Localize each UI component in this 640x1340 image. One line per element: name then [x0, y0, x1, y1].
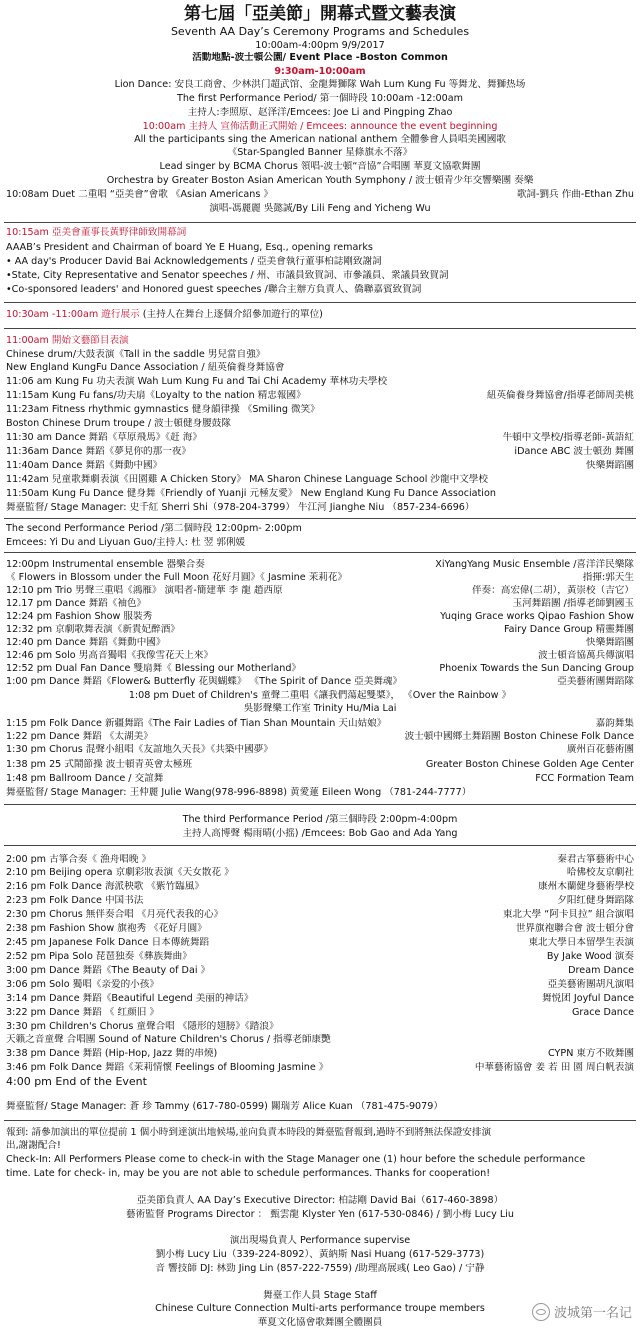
cosponsor-speeches: •Co-sponsored leaders' and Honored guest speeches /聯合主辦方負責人、僑聯嘉賓致賀詞	[6, 284, 422, 295]
item-title: 12:32 pm 京劇歌舞表演《新貴妃醉酒》	[6, 624, 180, 635]
item-performer: 廣州百花藝術團	[566, 744, 634, 755]
checkin-notice-zh-2: 出,謝謝配合!	[6, 1140, 61, 1151]
troupe-zh: 華夏文化協會歌舞團全體團員	[257, 1317, 383, 1328]
item-performer: 中華藝術協會 姜 若 田 園 周白帆表演	[474, 1062, 634, 1073]
divider	[4, 804, 636, 805]
schedule-item	[6, 759, 634, 770]
item-performer: 波士頓中國鄉土舞蹈團 Boston Chinese Folk Dance	[404, 731, 634, 742]
anthem-line: All the participants sing the American national anthem 全體參會人員唱美國國歌	[134, 134, 506, 145]
item-title: 1:15 pm Folk Dance 新疆舞蹈《The Fair Ladies of Tian Shan Mountain 天山姑娘》	[6, 718, 387, 729]
period2-hosts: Emcees: Yi Du and Liyuan Guo/主持人: 杜 翌 郭俐媛	[6, 537, 246, 548]
parade-line	[6, 309, 634, 320]
item-title: 1:30 pm Chorus 混聲小組唱《友誼地久天長》《共築中國夢》	[6, 744, 273, 755]
item-title: 3:46 pm Folk Dance 舞蹈《茉莉情懷 Feelings of Blooming Jasmine 》	[6, 1062, 329, 1073]
performance-supervise: 演出現場負責人 Performance supervise	[229, 1235, 411, 1246]
item-performer: 快樂舞蹈團	[586, 460, 634, 471]
schedule-item	[6, 637, 634, 648]
item-performer: 夕阳红健身舞蹈隊	[557, 895, 634, 906]
item-title: 12:10 pm Trio 男聲三重唱《鴻雁》 演唱者-簡建華 李 龍 趙西原	[6, 585, 283, 596]
divider	[4, 518, 636, 519]
programs-director: 藝術監督 Programs Director ： 甄雲龍 Klyster Yen (617-530-0846) / 劉小梅 Lucy Liu	[126, 1209, 514, 1220]
checkin-notice-en-2: time. Late for check- in, may be you are not able to schedule performances. Thanks for cooperation!	[6, 1168, 491, 1179]
period3-hosts: 主持人高博聲 楊雨晴(小摇) /Emcees: Bob Gao and Ada Yang	[182, 828, 458, 839]
troupe-en: Chinese Culture Connection Multi-arts performance troupe members	[155, 1303, 485, 1314]
item-title: 12:00pm Instrumental ensemble 器樂合奏	[6, 559, 205, 570]
schedule-item-performer: 吳影聲樂工作室 Trinity Hu/Mia Lai	[243, 703, 397, 714]
lead-singer: Lead singer by BCMA Chorus 領唱-波士頓“音協”合唱團 華夏文協歌舞團	[159, 161, 481, 172]
duet-line	[6, 189, 634, 200]
item-performer: 東北大學 “阿卡貝拉” 組合演唱	[502, 909, 634, 920]
item-title: 11:40am Dance 舞蹈《舞動中國》	[6, 460, 163, 471]
schedule-item	[6, 572, 634, 583]
duet-title: 10:08am Duet 二重唱 “亞美會”會歌 《Asian Americans 》	[6, 189, 274, 200]
state-speeches: •State, City Representative and Senator speeches / 州、市議員致賀詞、市參議員、衆議員致賀詞	[6, 270, 449, 281]
item-performer: 康州木蘭健身藝術學校	[538, 881, 634, 892]
item-performer: 玉河舞蹈團 /指導老師劉國玉	[512, 598, 634, 609]
sound-dj: 音 響技師 DJ: 林勁 Jing Lin (857-222-7559) /助理高展彧( Leo Gao) / 宁静	[155, 1263, 485, 1274]
item-title: 12:46 pm Solo 男高音獨唱《我像雪花天上來》	[6, 650, 214, 661]
item-title: 11:15am Kung Fu fans/功夫扇《Loyalty to the nation 精忠報國》	[6, 390, 306, 401]
opening-announce: 10:00am 主持人 宣佈活動正式開始 / Emcees: announce the event beginning	[142, 121, 498, 132]
item-performer: CYPN 東方不敗舞團	[548, 1048, 634, 1059]
period1-title: The first Performance Period/ 第一個時段 10:00am -12:00am	[176, 93, 463, 104]
duet-credits: 歌詞-劉兵 作曲-Ethan Zhu	[516, 189, 634, 200]
item-performer: Fairy Dance Group 精靈舞團	[503, 624, 634, 635]
item-title: 2:30 pm Chorus 無伴奏合唱 《月亮代表我的心》	[6, 909, 224, 920]
event-datetime: 10:00am-4:00pm 9/9/2017	[255, 40, 385, 51]
item-performer: By Jake Wood 演奏	[546, 951, 634, 962]
schedule-item	[6, 993, 634, 1004]
item-performer: Phoenix Towards the Sun Dancing Group	[439, 663, 634, 674]
schedule-item: 11:06 am Kung Fu 功夫表演 Wah Lum Kung Fu and Tai Chi Academy 華林功夫學校	[6, 376, 388, 387]
stage-manager-2: 舞臺監督/ Stage Manager: 王仲麗 Julie Wang(978-996-8898) 黄愛蓮 Eileen Wong （781-244-7777）	[6, 787, 472, 798]
stage-manager-1: 舞臺監督/ Stage Manager: 史千紅 Sherri Shi（978-204-3799） 牛江河 Jianghe Niu （857-234-6696）	[6, 502, 475, 513]
schedule-item	[6, 559, 634, 570]
item-performer: 世界旗袍聯合會 波士頓分會	[515, 923, 634, 934]
item-title: 2:52 pm Pipa Solo 琵琶独奏《彝族舞曲》	[6, 951, 192, 962]
checkin-notice-zh: 報到: 請參加演出的單位提前 1 個小時到達演出地候場,並向負責本時段的舞臺監督報到,過時不到將無法保證安排演	[6, 1127, 492, 1138]
period2-title: The second Performance Period /第二個時段 12:00pm- 2:00pm	[6, 523, 302, 534]
lion-dance-time: 9:30am-10:00am	[274, 66, 366, 77]
item-title: 1:38 pm 25 式鬧節操 波士頓青英會太極班	[6, 759, 193, 770]
item-performer: 指揮:郭天生	[582, 572, 634, 583]
divider	[4, 302, 636, 303]
item-title: 1:48 pm Ballroom Dance / 交誼舞	[6, 773, 164, 784]
schedule-item	[6, 909, 634, 920]
item-title: 11:30 am Dance 舞蹈《草原飛馬》《赶 海》	[6, 432, 202, 443]
divider	[4, 328, 636, 329]
watermark-text: 波城第一名记	[553, 1306, 632, 1321]
orchestra-line: Orchestra by Greater Boston Asian American Youth Symphony / 波士頓青少年交響樂團 奏樂	[106, 175, 534, 186]
supervise-names: 劉小梅 Lucy Liu（339-224-8092）、黃納斯 Nasi Huang (617-529-3773)	[155, 1249, 485, 1260]
schedule-item	[6, 854, 634, 865]
divider	[4, 552, 636, 553]
schedule-item	[6, 744, 634, 755]
anthem-song: 《Star-Spangled Banner 星條旗永不落》	[227, 147, 413, 158]
item-performer: 伴奏：高宏偉(二胡），黃崇校（吉它）	[471, 585, 634, 596]
schedule-item	[6, 881, 634, 892]
item-performer: 哈佛校友京劇社	[566, 867, 634, 878]
schedule-item	[6, 585, 634, 596]
item-title: 3:06 pm Solo 獨唱《亲爱的小孩》	[6, 979, 159, 990]
period3-title: The third Performance Period /第三個時段 2:00pm-4:00pm	[182, 814, 458, 825]
schedule-item	[6, 1062, 634, 1073]
schedule-item	[6, 937, 634, 948]
schedule-item	[6, 1048, 634, 1059]
item-performer: 秦君古箏藝術中心	[557, 854, 634, 865]
schedule-item	[6, 650, 634, 661]
chinese-drum: Chinese drum/大鼓表演《Tall in the saddle 男兒當自強》	[6, 349, 266, 360]
item-title: 12:24 pm Fashion Show 服裝秀	[6, 611, 153, 622]
item-title: 2:38 pm Fashion Show 旗袍秀 《花好月圓》	[6, 923, 207, 934]
item-performer: 亞美藝術團胡凡演唱	[547, 979, 634, 990]
item-title: 3:38 pm Dance 舞蹈 (Hip-Hop, Jazz 舞的串燒)	[6, 1048, 218, 1059]
item-title: 1:22 pm Dance 舞蹈 《太湖美》	[6, 731, 153, 742]
parade-time: 10:30am -11:00am 遊行展示	[6, 309, 140, 320]
item-title: 3:22 pm Dance 舞蹈 《 红颜旧 》	[6, 1007, 159, 1018]
item-performer: 東北大學日本留學生表演	[528, 937, 634, 948]
schedule-item: Boston Chinese Drum troupe / 波士頓健身腰鼓隊	[6, 418, 231, 429]
item-performer: 快樂舞蹈團	[586, 637, 634, 648]
item-performer: Greater Boston Chinese Golden Age Center	[425, 759, 634, 770]
schedule-item	[6, 1007, 634, 1018]
schedule-item	[6, 965, 634, 976]
event-venue: 活動地點-波士頓公園/ Event Place -Boston Common	[192, 52, 448, 63]
item-performer: FCC Formation Team	[535, 773, 634, 784]
schedule-item	[6, 923, 634, 934]
divider	[4, 845, 636, 846]
schedule-item-performer: 天籟之音童聲 合唱團 Sound of Nature Children's Chorus / 指導老師康艷	[6, 1034, 331, 1045]
schedule-item: 11:42am 兒童歌舞劇表演《田園雞 A Chicken Story》 MA Sharon Chinese Language School 沙龍中文學校	[6, 474, 488, 485]
item-title: 2:10 pm Beijing opera 京劇彩妝表演《天女散花 》	[6, 867, 234, 878]
acknowledgements: • AA day's Producer David Bai Acknowledgements / 亞美會執行董事柏誌剛致謝詞	[6, 256, 382, 267]
item-title: 2:00 pm 古箏合奏《 漁舟唱晚 》	[6, 854, 152, 865]
item-title: 12:52 pm Dual Fan Dance 雙扇舞《 Blessing our Motherland》	[6, 663, 302, 674]
lion-dance-line: Lion Dance: 安良工商會、少林洪门超武馆、金龍舞獅隊 Wah Lum Kung Fu 等舞龙、舞獅热场	[114, 79, 526, 90]
schedule-item	[6, 663, 634, 674]
schedule-item	[6, 611, 634, 622]
item-title: 2:45 pm Japanese Folk Dance 日本傳統舞蹈	[6, 937, 210, 948]
ne-kungfu-assoc: New England KungFu Dance Association / 紐英倫養身舞協會	[6, 362, 285, 373]
schedule-item	[6, 624, 634, 635]
duet-performers: 演唱-馮麗麗 吳懿誠/By Lili Feng and Yicheng Wu	[209, 203, 431, 214]
item-performer: iDance ABC 波士頓劲 舞團	[514, 446, 634, 457]
title-zh: 第七屆「亞美節」開幕式暨文藝表演	[184, 4, 456, 24]
item-title: 2:23 pm Folk Dance 中国书法	[6, 895, 144, 906]
stage-staff-title: 舞臺工作人員 Stage Staff	[263, 1290, 377, 1301]
wechat-icon	[532, 1303, 550, 1321]
schedule-item	[6, 867, 634, 878]
schedule-item	[6, 432, 634, 443]
item-performer: Dream Dance	[568, 965, 634, 976]
schedule-item	[6, 718, 634, 729]
schedule-item	[6, 895, 634, 906]
event-end: 4:00 pm End of the Event	[6, 1075, 147, 1088]
item-title: 3:00 pm Dance 舞蹈《The Beauty of Dai 》	[6, 965, 211, 976]
watermark	[532, 1302, 632, 1321]
item-performer: 牛頓中文學校/指導老師-黃語紅	[502, 432, 634, 443]
item-title: 12.17 pm Dance 舞蹈《袖色》	[6, 598, 147, 609]
item-title: 3:14 pm Dance 舞蹈《Beautiful Legend 美丽的神话》	[6, 993, 254, 1004]
item-title: 11:36am Dance 舞蹈《夢見你的那一夜》	[6, 446, 192, 457]
schedule-item: 11:50am Kung Fu Dance 健身舞《Friendly of Yuanji 元極友愛》 New England Kung Fu Dance Association	[6, 488, 496, 499]
divider	[4, 222, 636, 223]
schedule-item	[6, 979, 634, 990]
item-performer: 舞悦团 Joyful Dance	[542, 993, 634, 1004]
period1-hosts: 主持人:李照原、赵泽洋/Emcees: Joe Li and Pingping Zhao	[187, 107, 453, 118]
schedule-item	[6, 460, 634, 471]
item-performer: 亞美藝術團舞蹈隊	[557, 676, 634, 687]
stage-manager-3: 舞臺監督/ Stage Manager: 蒼 珍 Tammy (617-780-0599) 關瑞芳 Alice Kuan （781-475-9079）	[6, 1101, 443, 1112]
divider	[4, 1120, 636, 1121]
schedule-item: 3:30 pm Children's Chorus 童聲合唱 《隱形的翅膀》《踏浪》	[6, 1021, 279, 1032]
schedule-item	[6, 676, 634, 687]
item-title: 12:40 pm Dance 舞蹈《舞動中國》	[6, 637, 166, 648]
schedule-item: 1:08 pm Duet of Children's 童聲二重唱《讓我們蕩起雙槳》， 《Over the Rainbow 》	[128, 690, 512, 701]
schedule-item	[6, 773, 634, 784]
item-performer: 波士頓音協萬兵傳演唱	[538, 650, 634, 661]
schedule-item	[6, 951, 634, 962]
item-performer: Yuqing Grace works Qipao Fashion Show	[440, 611, 634, 622]
parade-note: (主持人在舞台上逐個介紹參加遊行的單位)	[139, 309, 323, 320]
item-performer: 紐英倫養身舞協會/指導老師周美桃	[486, 390, 634, 401]
item-performer: XiYangYang Music Ensemble /喜洋洋民樂隊	[435, 559, 634, 570]
item-title: 1:00 pm Dance 舞蹈《Flower& Butterfly 花與蝴蝶》 《The Spirit of Dance 亞美舞魂》	[6, 676, 403, 687]
item-title: 2:16 pm Folk Dance 海派秧歌 《紫竹臨風》	[6, 881, 204, 892]
executive-director: 亞美節負責人 AA Day’s Executive Director: 柏誌剛 David Bai（617-460-3898）	[136, 1195, 504, 1206]
schedule-item	[6, 446, 634, 457]
schedule-item	[6, 598, 634, 609]
item-title: 《 Flowers in Blossom under the Full Moon 花好月圓》《 Jasmine 茉莉花》	[6, 572, 348, 583]
performance-start: 11:00am 開始文藝節目表演	[6, 335, 129, 346]
schedule-item	[6, 390, 634, 401]
title-en: Seventh AA Day’s Ceremony Programs and Schedules	[170, 25, 470, 38]
checkin-notice-en: Check-In: All Performers Please come to check-in with the Stage Manager one (1) hour before the schedule performance	[6, 1154, 586, 1165]
schedule-item: 11:23am Fitness rhythmic gymnastics 健身韻律操 《Smiling 微笑》	[6, 404, 320, 415]
item-performer: 嘉韵舞集	[595, 718, 634, 729]
opening-speech-time: 10:15am 亞美會董事長黃野律師致開幕詞	[6, 227, 187, 238]
item-performer: Grace Dance	[571, 1007, 634, 1018]
schedule-item	[6, 731, 634, 742]
chairman-remarks: AAAB’s President and Chairman of board Ye E Huang, Esq., opening remarks	[6, 242, 373, 253]
